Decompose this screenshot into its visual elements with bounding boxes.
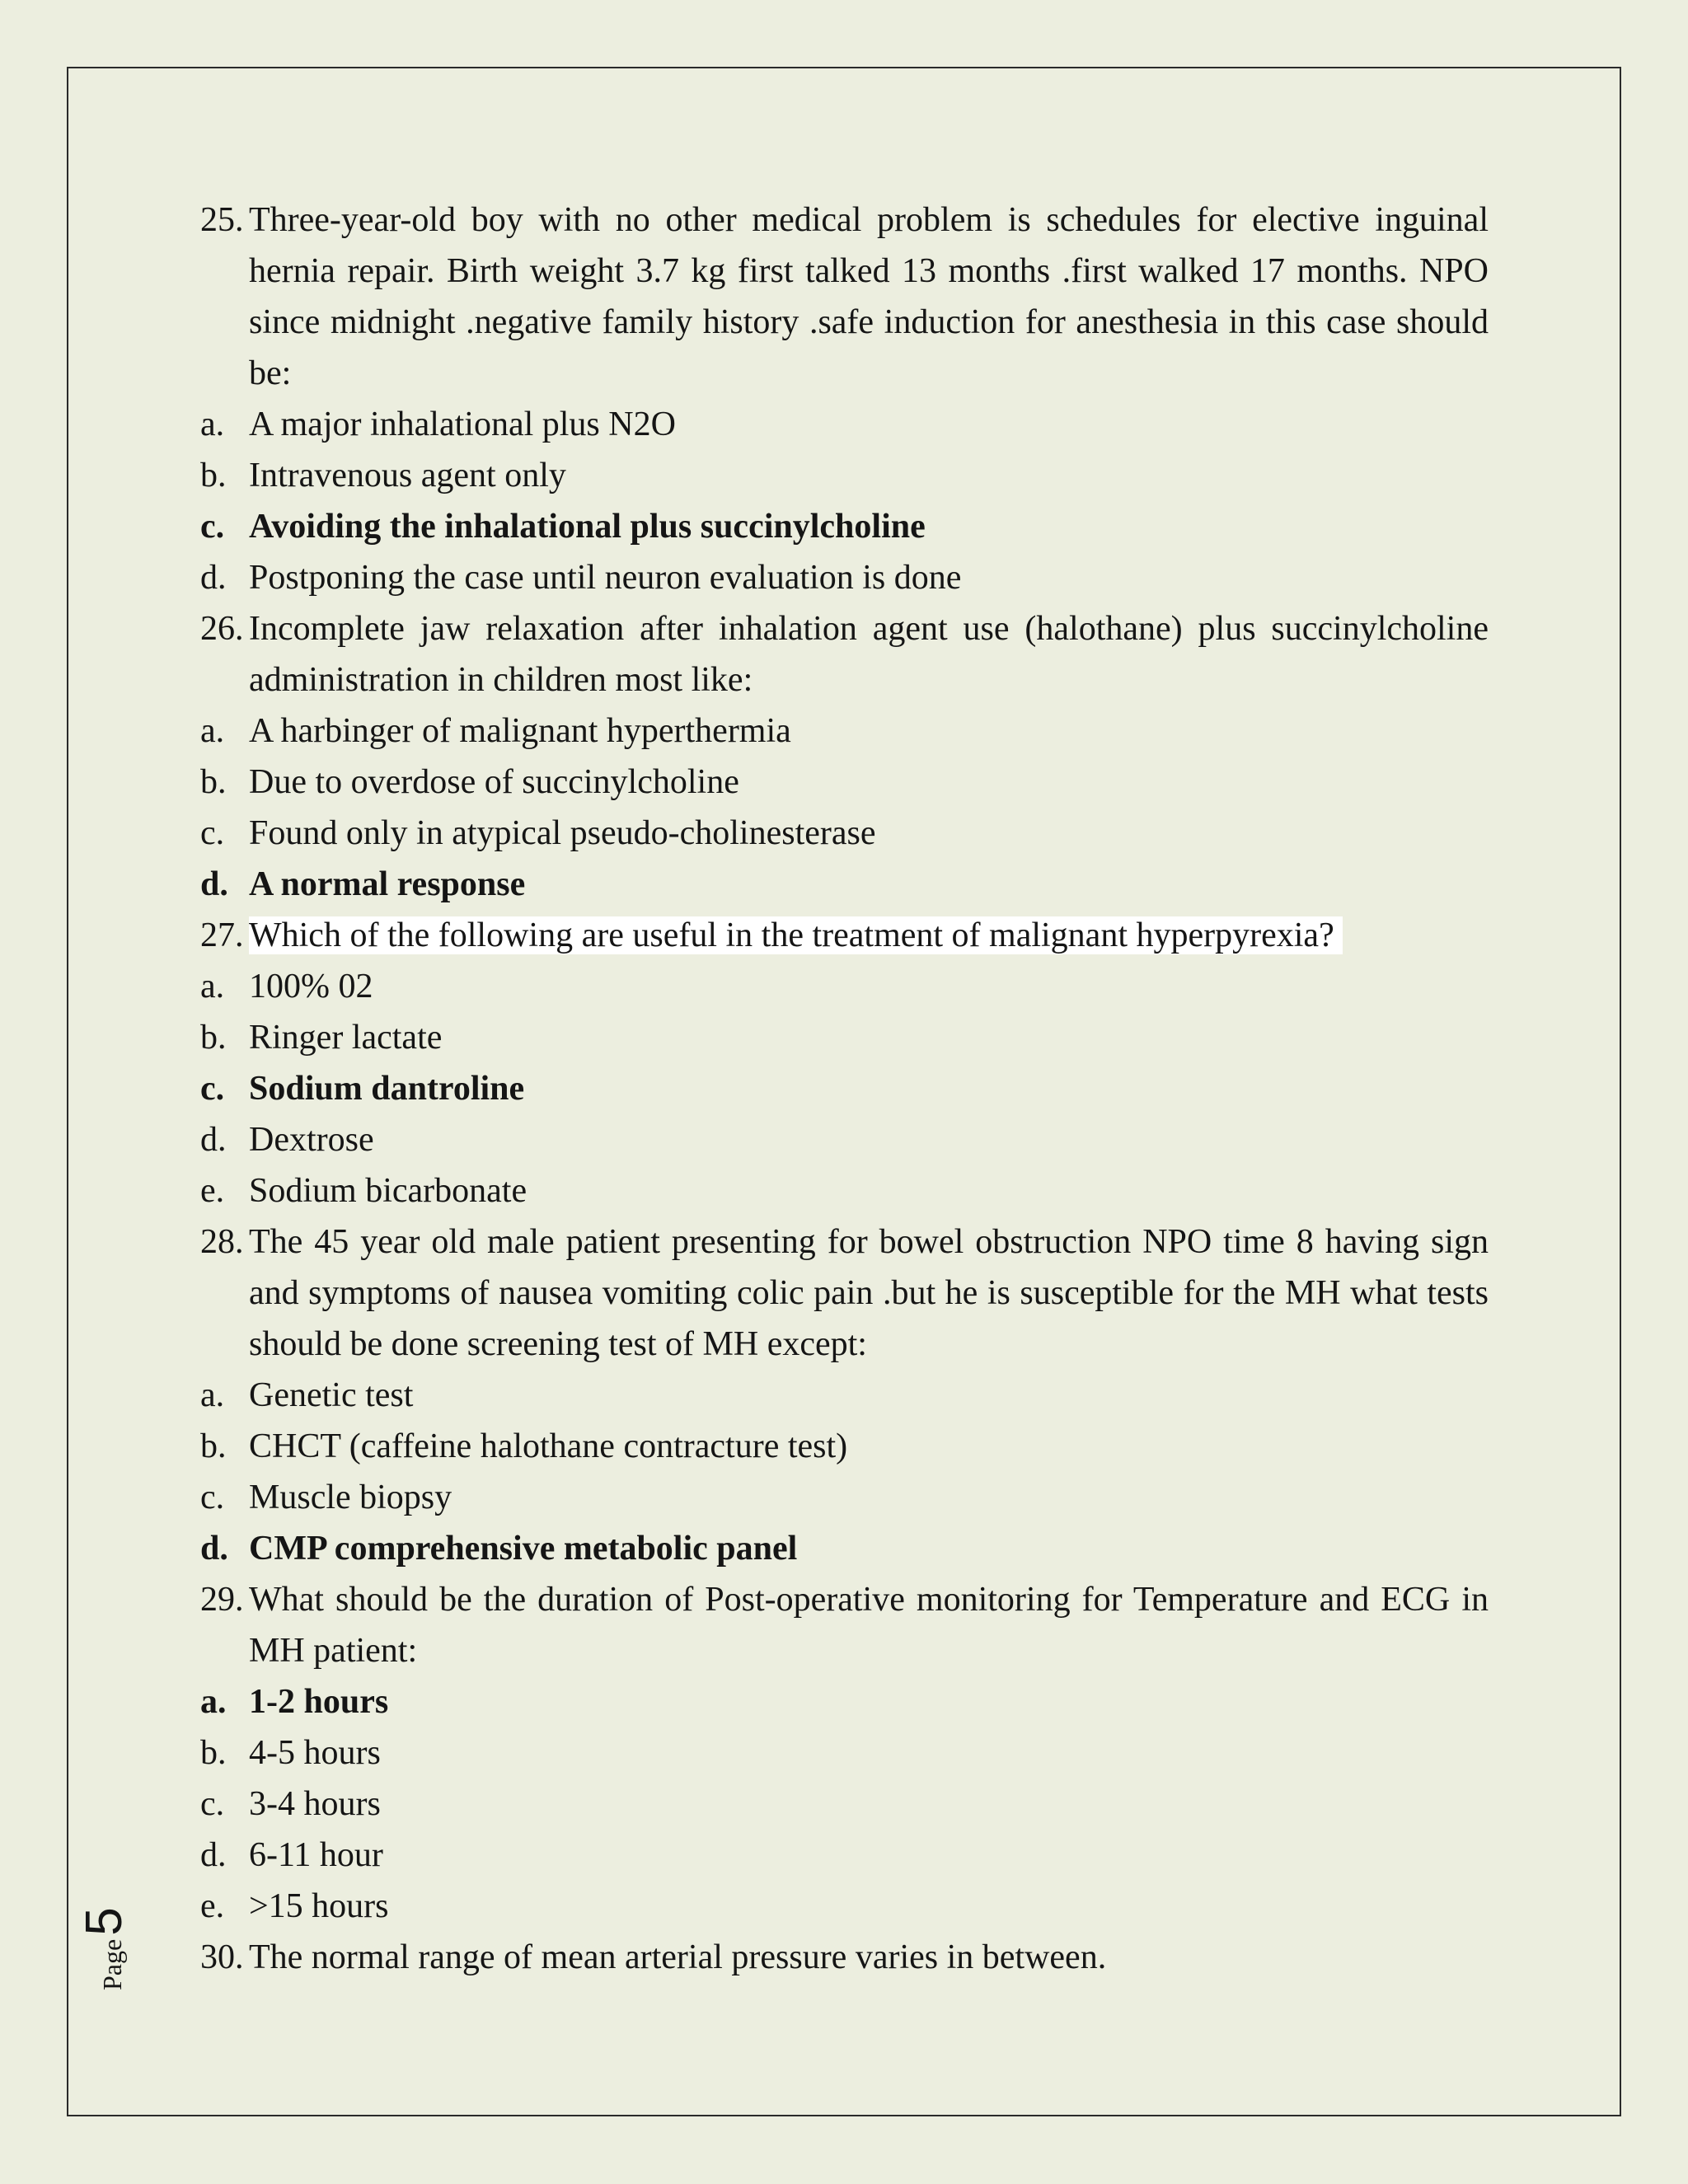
option-text: >15 hours [249,1887,389,1925]
option-letter: a. [200,1376,225,1414]
option-text: Avoiding the inhalational plus succinylcholine [249,508,926,546]
option-letter: b. [200,763,227,801]
option-letter: b. [200,1427,227,1465]
option-27b [200,1012,1489,1063]
question-number: 28. [200,1223,244,1261]
option-27a [200,961,1489,1012]
option-27e [200,1165,1489,1216]
option-letter: c. [200,814,225,852]
option-letter: d. [200,865,228,903]
option-text: 6-11 hour [249,1836,383,1874]
option-29a-correct [200,1676,1489,1727]
option-text: CMP comprehensive metabolic panel [249,1530,798,1568]
option-text: Found only in atypical pseudo-cholinesterase [249,814,876,852]
option-text: 1-2 hours [249,1683,389,1721]
question-text: The 45 year old male patient presenting for bowel obstruction NPO time 8 having sign and symptoms of nausea vomiting colic pain .but he is susceptible for the MH what tests should be done screening test of MH except: [249,1223,1489,1363]
option-29d [200,1830,1489,1881]
option-26b [200,757,1489,808]
question-30 [200,1932,1489,1983]
option-letter: a. [200,968,225,1005]
question-text-highlighted: Which of the following are useful in the treatment of malignant hyperpyrexia? [249,916,1343,954]
option-text: Ringer lactate [249,1019,443,1057]
option-letter: a. [200,712,225,750]
option-text: A normal response [249,865,526,903]
option-25b [200,450,1489,501]
option-letter: a. [200,1683,227,1721]
option-letter: c. [200,1070,225,1108]
option-text: A major inhalational plus N2O [249,405,676,443]
question-29 [200,1574,1489,1676]
question-text: Incomplete jaw relaxation after inhalation agent use (halothane) plus succinylcholine administration in children most like: [249,610,1489,699]
option-text: A harbinger of malignant hyperthermia [249,712,791,750]
option-text: CHCT (caffeine halothane contracture test) [249,1427,848,1465]
option-letter: b. [200,457,227,494]
option-letter: c. [200,1479,225,1516]
question-26 [200,603,1489,705]
question-number: 30. [200,1938,244,1976]
option-letter: d. [200,1121,227,1159]
option-text: 4-5 hours [249,1734,381,1772]
option-text: Due to overdose of succinylcholine [249,763,739,801]
option-text: Dextrose [249,1121,374,1159]
option-letter: d. [200,559,227,597]
option-letter: a. [200,405,225,443]
question-text: The normal range of mean arterial pressure varies in between. [249,1938,1107,1976]
page-number: 5 [76,1907,133,1936]
question-text: Three-year-old boy with no other medical problem is schedules for elective inguinal hernia repair. Birth weight 3.7 kg first talked 13 months .first walked 17 months. NPO since midnight .negative family history .safe induction for anesthesia in this case should be: [249,201,1489,392]
option-text: Intravenous agent only [249,457,566,494]
option-25c-correct [200,501,1489,552]
option-text: Genetic test [249,1376,414,1414]
option-letter: b. [200,1734,227,1772]
option-27d [200,1114,1489,1165]
question-list [200,194,1489,1983]
page-word: Page [97,1938,127,1990]
option-26c [200,808,1489,859]
option-29b [200,1727,1489,1779]
option-29c [200,1779,1489,1830]
option-letter: e. [200,1172,225,1210]
option-29e [200,1881,1489,1932]
option-text: 3-4 hours [249,1785,381,1823]
option-letter: d. [200,1530,228,1568]
question-number: 27. [200,916,244,954]
option-26a [200,705,1489,757]
option-text: 100% 02 [249,968,373,1005]
option-letter: c. [200,1785,225,1823]
option-letter: e. [200,1887,225,1925]
question-text-wrapper [249,910,1489,961]
question-number: 29. [200,1581,244,1619]
question-text: What should be the duration of Post-operative monitoring for Temperature and ECG in MH patient: [249,1581,1489,1670]
option-26d-correct [200,859,1489,910]
option-28a [200,1370,1489,1421]
option-text: Muscle biopsy [249,1479,452,1516]
option-28b [200,1421,1489,1472]
option-25a [200,399,1489,450]
question-number: 25. [200,201,244,239]
question-number: 26. [200,610,244,648]
option-letter: b. [200,1019,227,1057]
option-28c [200,1472,1489,1523]
option-letter: c. [200,508,225,546]
option-text: Postponing the case until neuron evaluation is done [249,559,962,597]
question-25 [200,194,1489,399]
option-letter: d. [200,1836,227,1874]
page-number-label [76,1907,162,1990]
question-27 [200,910,1489,961]
option-text: Sodium dantroline [249,1070,525,1108]
option-text: Sodium bicarbonate [249,1172,528,1210]
option-25d [200,552,1489,603]
option-28d-correct [200,1523,1489,1574]
question-28 [200,1216,1489,1370]
option-27c-correct [200,1063,1489,1114]
